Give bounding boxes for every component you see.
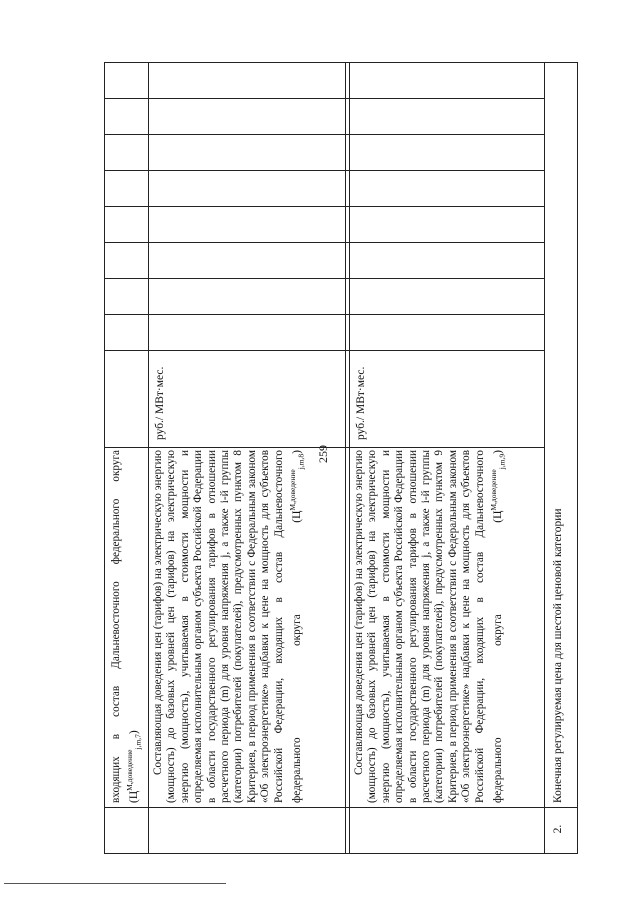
description-cell xyxy=(152,450,340,803)
row-divider xyxy=(544,62,545,854)
description-text: Составляющая доведения цен (тарифов) на электрическую энергию (мощность) до базовых уровней цен (тарифов) на электрическую энергию (мощность), учитываемая в стоимости мощности и определяемая исполнительным органом субъекта Российской Федерации в области государственного регулирования тарифов в отношении расчетного периода (m) для уровня напряжения j, а также i-й группы (категории) потребителей (покупателей), предусмотренных пунктом 8 Критериев, в период применения в соответствии с Федеральным законом «Об электроэнергетике» надбавки к цене на мощность для субъектов Российской Федерации, входящих в состав Дальневосточного федерального округа xyxy=(152,450,303,803)
description-text: входящих в состав Дальневосточного федерального округа xyxy=(110,450,122,803)
column-divider xyxy=(104,278,545,279)
row-divider xyxy=(349,62,350,854)
price-symbol: $(Ц^{М,доведение}_{j,m,8})$ xyxy=(288,450,306,523)
column-divider xyxy=(104,314,545,315)
row-divider xyxy=(148,62,149,854)
column-divider xyxy=(104,242,545,243)
footer-rule xyxy=(4,883,226,884)
table-border-right xyxy=(577,62,578,854)
price-symbol: $(Ц^{М,доведение}_{j,m,9})$ xyxy=(489,450,507,523)
column-divider xyxy=(104,134,545,135)
column-divider xyxy=(104,206,545,207)
description-cell xyxy=(353,450,541,803)
column-divider xyxy=(104,170,545,171)
column-divider xyxy=(104,98,545,99)
tariff-table xyxy=(104,62,578,854)
page-number: 259 xyxy=(315,445,330,463)
price-symbol: $(Ц^{М,доведение}_{j,m,7})$ xyxy=(125,730,143,803)
description-text: Составляющая доведения цен (тарифов) на электрическую энергию (мощность) до базовых уровней цен (тарифов) на электрическую энергию (мощность), учитываемая в стоимости мощности и определяемая исполнительным органом субъекта Российской Федерации в области государственного регулирования тарифов в отношении расчетного периода (m) для уровня напряжения j, а также i-й группы (категории) потребителей (покупателей), предусмотренных пунктом 9 Критериев, в период применения в соответствии с Федеральным законом «Об электроэнергетике» надбавки к цене на мощность для субъектов Российской Федерации, входящих в состав Дальневосточного федерального округа xyxy=(353,450,504,803)
table-border-bottom xyxy=(104,853,578,854)
row-number: 2. xyxy=(552,824,564,834)
table-border-top xyxy=(104,62,578,63)
table-border-left xyxy=(104,62,105,854)
unit-cell: руб./ МВт·мес. xyxy=(355,366,367,440)
description-cell-tail xyxy=(110,450,144,803)
column-divider xyxy=(104,447,545,448)
row-divider xyxy=(345,62,346,854)
unit-cell: руб./ МВт·мес. xyxy=(154,366,166,440)
category-title: Конечная регулируемая цена для шестой ценовой категории xyxy=(552,508,564,803)
column-divider xyxy=(104,807,578,808)
